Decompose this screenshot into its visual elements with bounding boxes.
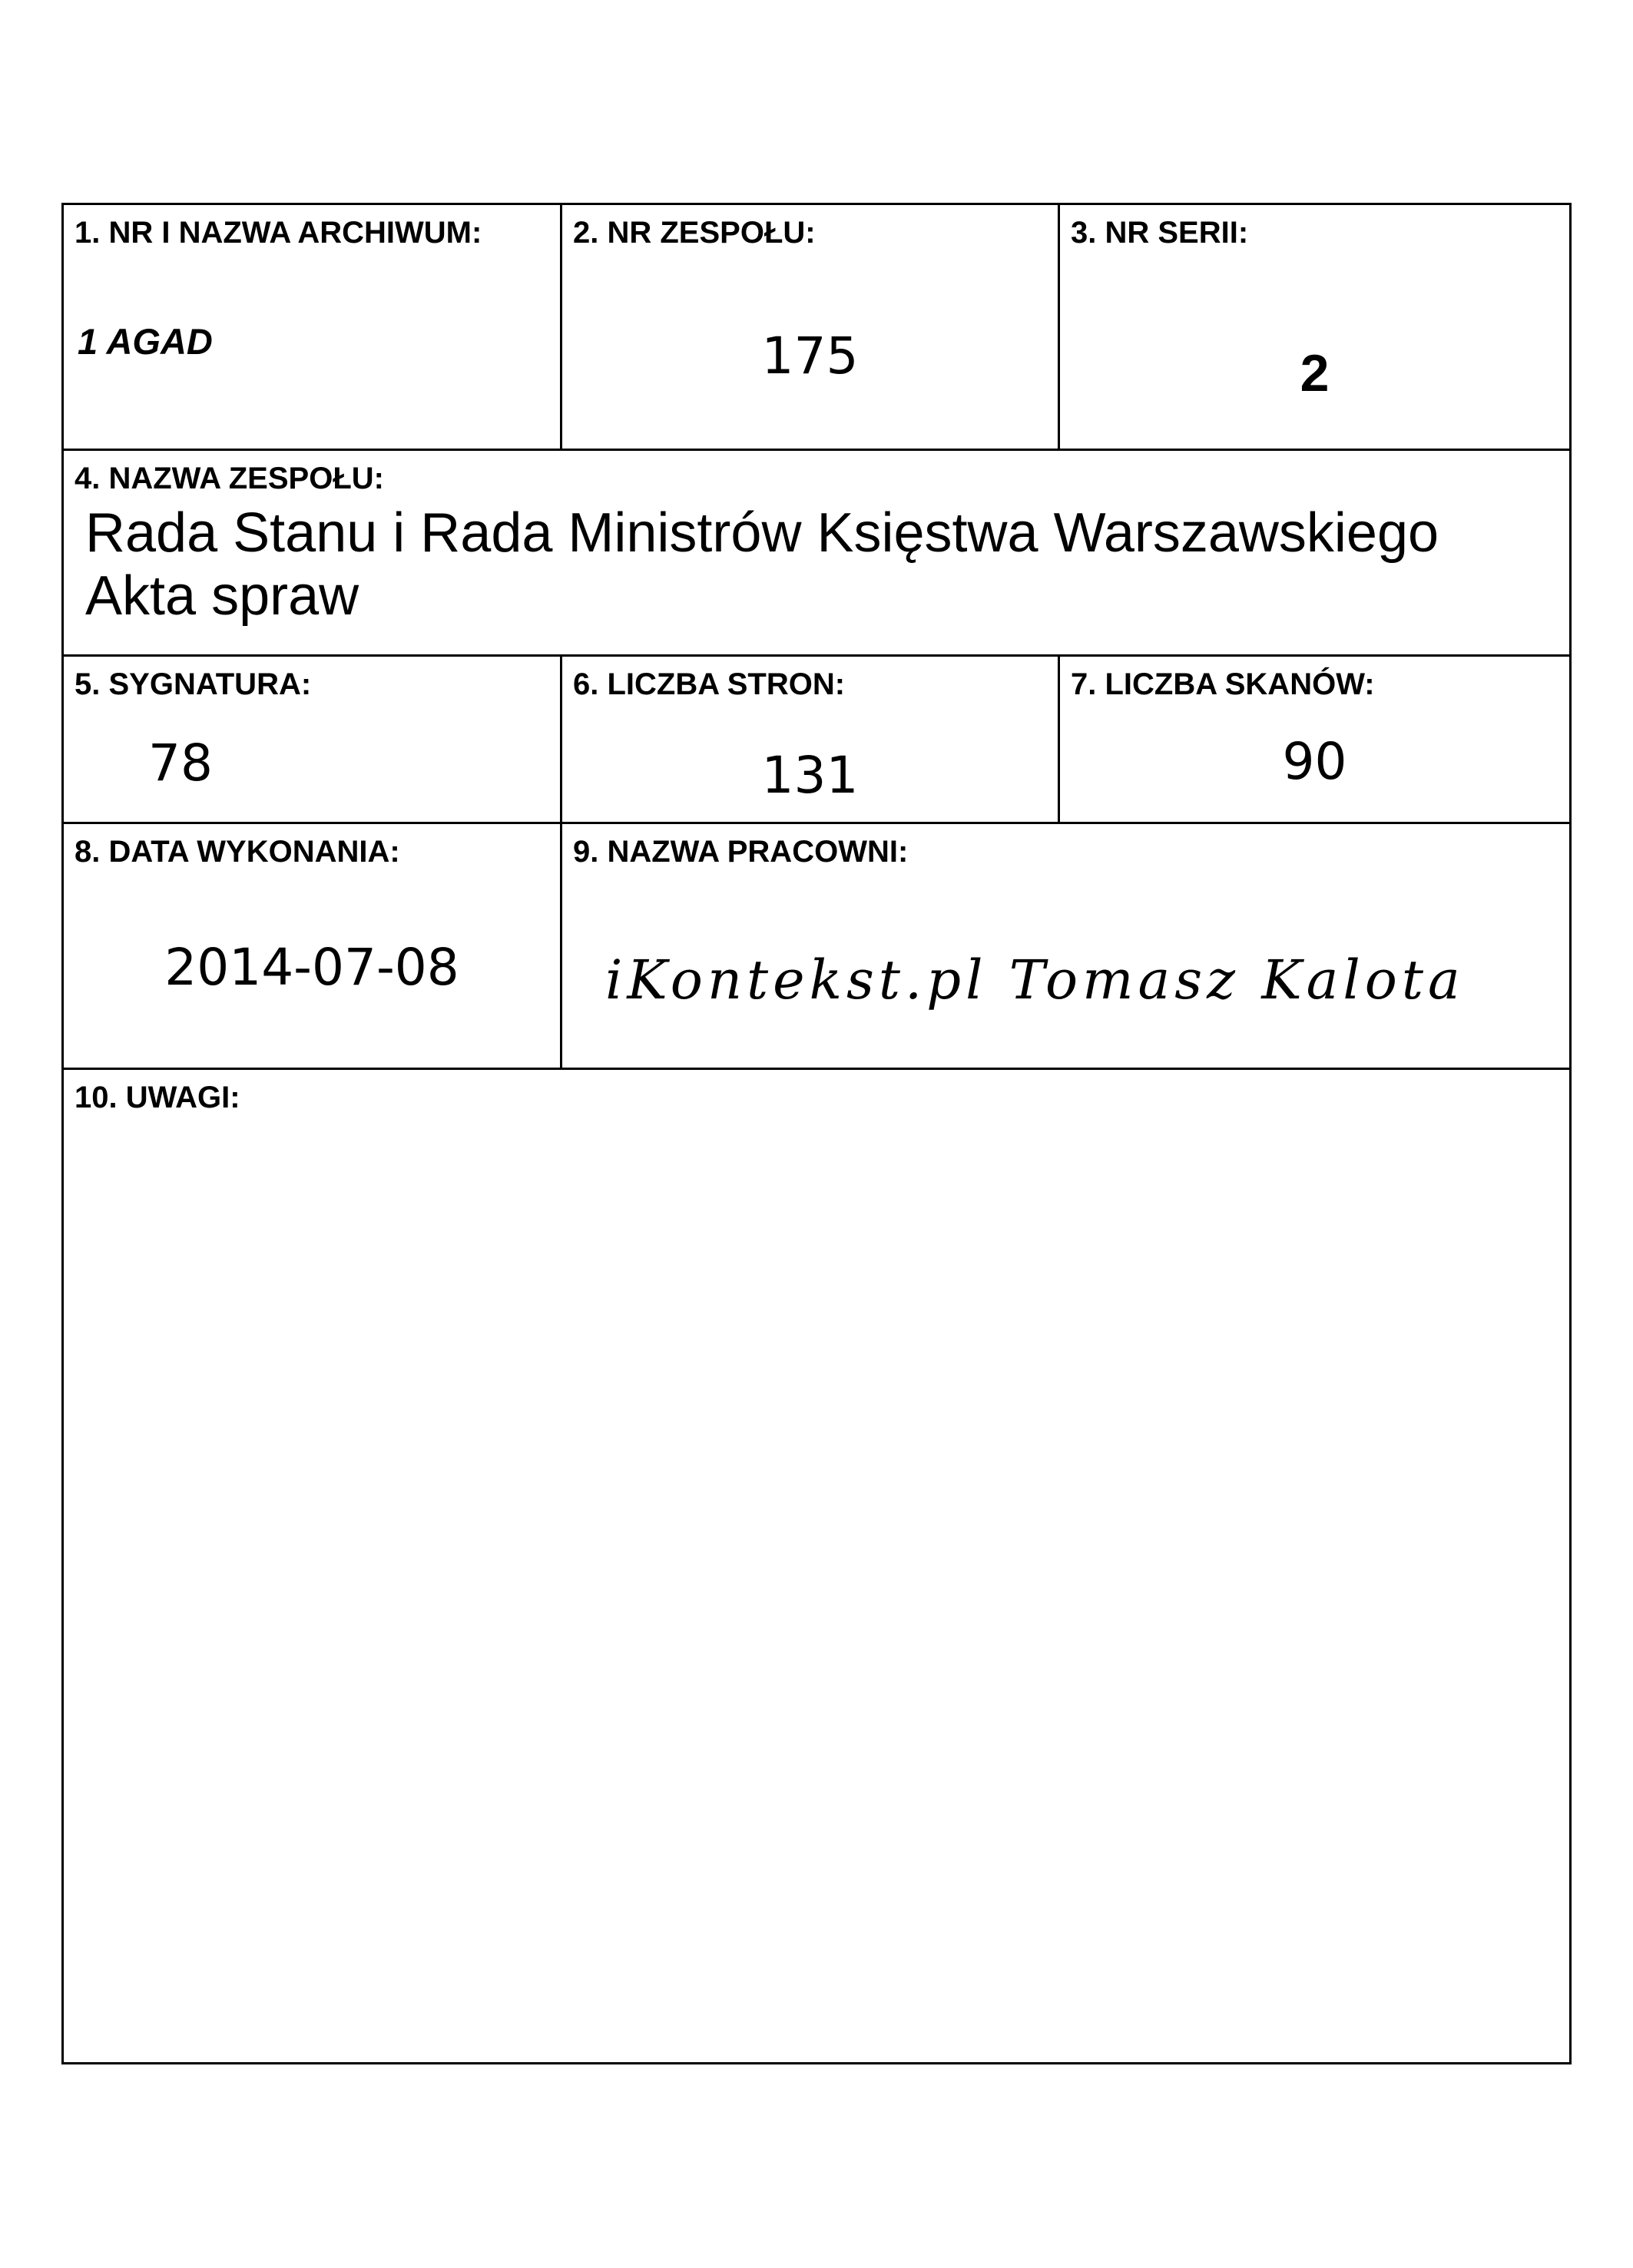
fond-number-value: 175 [761, 326, 859, 386]
form-row-3 [64, 657, 1569, 824]
workshop-value: iKontekst.pl Tomasz Kalota [605, 949, 1465, 1011]
scan-count-label: 7. LICZBA SKANÓW: [1071, 667, 1375, 701]
archive-metadata-form [61, 203, 1572, 2064]
page-count-cell [560, 657, 1058, 822]
archive-cell [64, 205, 560, 449]
signature-label: 5. SYGNATURA: [75, 667, 312, 701]
date-label: 8. DATA WYKONANIA: [75, 835, 400, 869]
signature-cell [64, 657, 560, 822]
form-row-2 [64, 451, 1569, 657]
form-row-1 [64, 205, 1569, 451]
fond-name-cell [64, 451, 1569, 654]
workshop-cell [560, 824, 1569, 1068]
fond-number-label: 2. NR ZESPOŁU: [573, 216, 816, 250]
scan-count-cell [1058, 657, 1569, 822]
series-number-value: 2 [1300, 344, 1330, 402]
scan-count-value: 90 [1282, 732, 1347, 791]
form-row-4 [64, 824, 1569, 1070]
series-number-cell [1058, 205, 1569, 449]
page-count-value: 131 [761, 746, 859, 805]
date-cell [64, 824, 560, 1068]
series-number-label: 3. NR SERII: [1071, 216, 1249, 250]
form-row-5 [64, 1070, 1569, 2062]
fond-number-cell [560, 205, 1058, 449]
fond-name-line-2: Akta spraw [85, 565, 359, 627]
page-count-label: 6. LICZBA STRON: [573, 667, 846, 701]
fond-name-label: 4. NAZWA ZESPOŁU: [75, 462, 384, 495]
fond-name-line-1: Rada Stanu i Rada Ministrów Księstwa Warszawskiego [85, 502, 1439, 564]
workshop-label: 9. NAZWA PRACOWNI: [573, 835, 909, 869]
archive-label: 1. NR I NAZWA ARCHIWUM: [75, 216, 482, 250]
remarks-label: 10. UWAGI: [75, 1081, 240, 1114]
signature-value: 78 [148, 733, 213, 793]
archive-value: 1 AGAD [78, 321, 213, 362]
remarks-cell [64, 1070, 1569, 2062]
date-value: 2014-07-08 [164, 938, 459, 997]
